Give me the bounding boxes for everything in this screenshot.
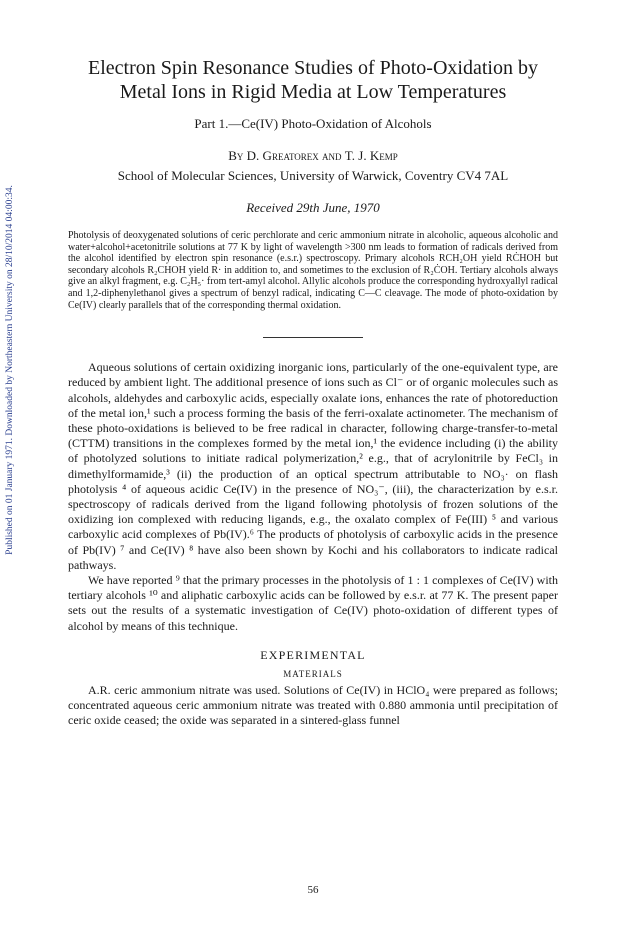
subsection-heading-materials: MATERIALS — [283, 668, 343, 679]
download-note: Published on 01 January 1971. Downloaded by Northeastern University on 28/10/2014 04:00:34. — [5, 185, 15, 555]
page-number: 56 — [307, 884, 319, 896]
intro-paragraph-2: We have reported ⁹ that the primary processes in the photolysis of 1 : 1 complexes of Ce(IV) with tertiary alcohols ¹⁰ and aliphatic carboxylic acids can be followed by e.s.r. at 77 K. The present paper sets out the results of a systematic investigation of Ce(IV) photo-oxidation of different types of alcohol by means of this technique. — [68, 573, 558, 633]
and-word: and — [322, 148, 342, 163]
author-line — [68, 148, 558, 164]
received-date: Received 29th June, 1970 — [246, 200, 380, 215]
paper-title — [68, 56, 558, 104]
author-1: D. Greatorex — [246, 148, 319, 163]
abstract: Photolysis of deoxygenated solutions of ceric perchlorate and ceric ammonium nitrate in alcoholic, aqueous alcoholic and water+alcohol+acetonitrile solutions at 77 K by light of wavelength >300 nm leads to formation of radicals derived from the alcohol identified by electron spin resonance (e.s.r.) spectroscopy. Primary alcohols RCH₂OH yield RĊHOH but secondary alcohols R₂CHOH yield R· in addition to, and sometimes to the exclusion of R₂ĊOH. Tertiary alcohols always give an alkyl fragment, e.g. C₂H₅· from tert-amyl alcohol. Allylic alcohols produce the corresponding hydroxyallyl radical and 1,2-diphenylethanol gives a spectrum of benzyl radical, indicating C—C cleavage. The mode of photo-oxidation by Ce(IV) clearly parallels that of the corresponding thermal oxidation. — [68, 230, 558, 311]
section-divider — [263, 337, 363, 338]
materials-paragraph — [68, 683, 558, 729]
affiliation: School of Molecular Sciences, University of Warwick, Coventry CV4 7AL — [117, 168, 509, 183]
intro-paragraph-1: Aqueous solutions of certain oxidizing inorganic ions, particularly of the one-equivalent type, are reduced by ambient light. The additional presence of ions such as Cl⁻ or of organic molecules such as alcohols, aldehydes and carboxylic acids, especially oxalate ions, enhances the rate of photoreduction of the metal ion,¹ such a process forming the basis of the ferri-oxalate actinometer. The mechanism of these photo-oxidations is believed to be free radical in character, following charge-transfer-to-metal (CTTM) transitions in the complexes formed by the metal ion,¹ the evidence including (i) the ability of photolyzed solutions to initiate radical polymerization,² e.g., that of acrylonitrile by FeCl₃ in dimethylformamide,³ (ii) the production of an optical spectrum attributable to NO₃· on flash photolysis ⁴ of aqueous acidic Ce(IV) in the presence of NO₃⁻, (iii), the characterization by e.s.r. spectroscopy of radicals derived from the ligand following photolysis of frozen solutions of the oxidizing ion complexed with reducing ligands, e.g., the oxalato complex of Fe(III) ⁵ and various carboxylic acid complexes of Pb(IV).⁶ The products of photolysis of carboxylic acids in the presence of Pb(IV) ⁷ and Ce(IV) ⁸ have also been shown by Kochi and his collaborators to indicate radical pathways. — [68, 360, 558, 572]
section-heading-experimental: EXPERIMENTAL — [260, 647, 366, 662]
download-watermark — [2, 150, 18, 590]
materials-text: A.R. ceric ammonium nitrate was used. Solutions of Ce(IV) in HClO₄ were prepared as follows; concentrated aqueous ceric ammonium nitrate was treated with 0.880 ammonia until precipitation of ceric oxide ceased; the oxide was separated in a sintered-glass funnel — [68, 682, 558, 728]
by-word: By — [228, 148, 244, 163]
paper-page — [68, 0, 558, 896]
title-line-1: Electron Spin Resonance Studies of Photo-Oxidation by — [88, 57, 538, 79]
author-2: T. J. Kemp — [344, 148, 398, 163]
title-line-2: Metal Ions in Rigid Media at Low Temperatures — [119, 81, 507, 103]
introduction — [68, 360, 558, 634]
part-subtitle: Part 1.—Ce(IV) Photo-Oxidation of Alcohols — [194, 116, 432, 131]
